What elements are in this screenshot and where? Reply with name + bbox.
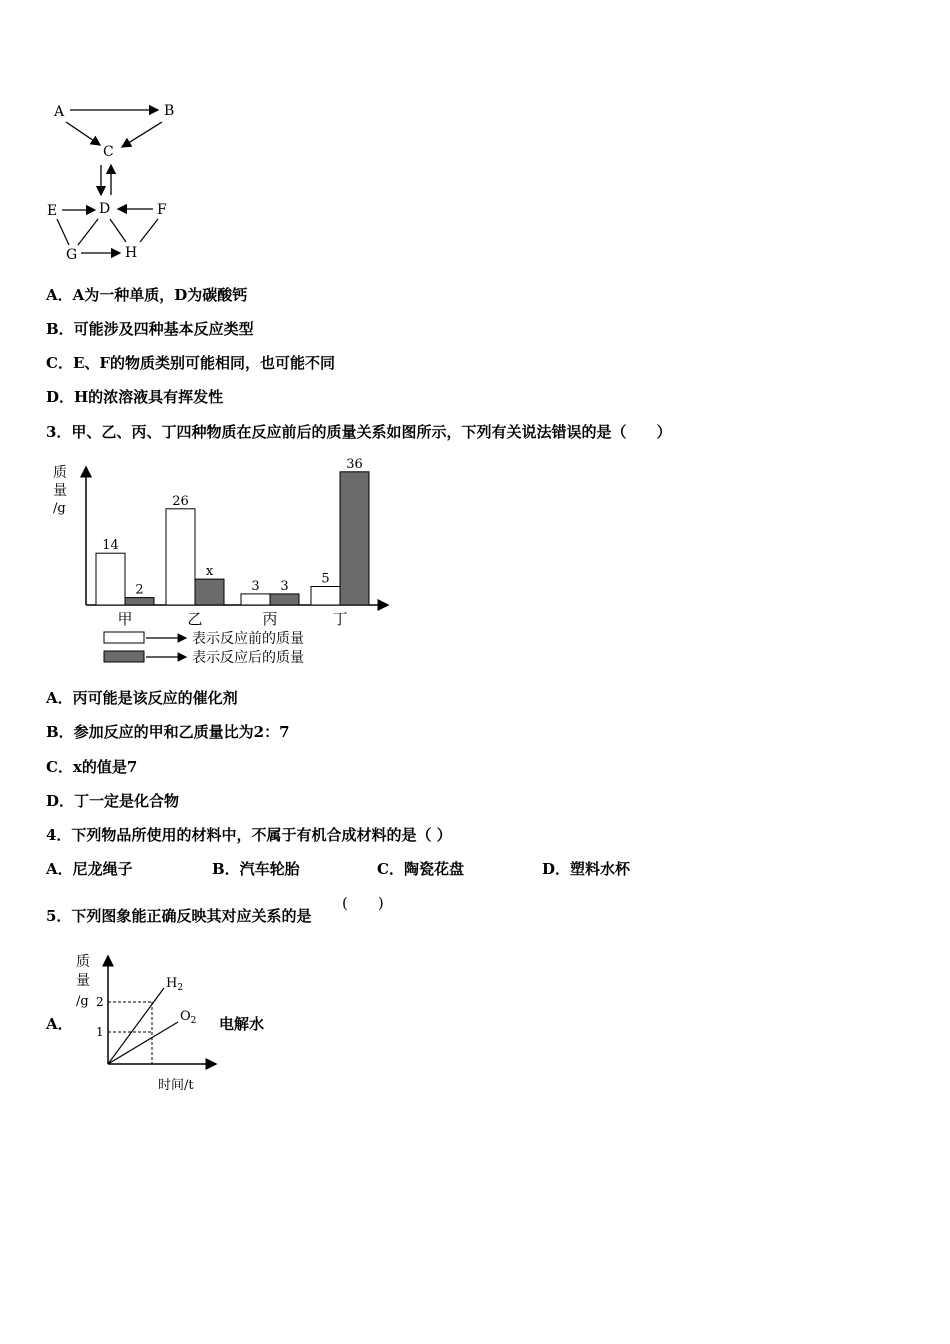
legend-swatch-before: [104, 632, 144, 643]
bar-label-after-2: x: [205, 564, 214, 580]
q2-option-d: D．H的浓溶液具有挥发性: [46, 388, 224, 406]
q3-option-c: C．x的值是7: [46, 758, 138, 776]
series-h2-label: $H_2$: [166, 976, 184, 993]
bar-after-3: [270, 594, 299, 605]
q2-option-c: C．E、F的物质类别可能相同，也可能不同: [46, 354, 336, 372]
node-e: E: [47, 203, 58, 219]
bar-label-before-4: 5: [321, 571, 330, 587]
q5-stem: 5．下列图象能正确反映其对应关系的是: [46, 907, 312, 925]
series-h2-line: [108, 988, 164, 1064]
node-d: D: [99, 201, 111, 217]
legend-label-after: 表示反应后的质量: [192, 650, 304, 666]
q4-option-a: A．尼龙绳子: [46, 860, 133, 878]
node-g: G: [66, 247, 78, 263]
q3-option-a: A．丙可能是该反应的催化剂: [46, 689, 238, 707]
node-f: F: [157, 202, 167, 218]
line-ytick-1: 1: [96, 1025, 104, 1039]
bar-ylabel-2: 量: [53, 483, 67, 499]
bar-after-4: [340, 472, 369, 605]
bar-ylabel-3: /g: [53, 501, 66, 516]
node-b: B: [164, 103, 175, 119]
arrow-b-c: [122, 122, 162, 147]
line-ytick-2: 2: [96, 995, 104, 1009]
q2-option-a: A．A为一种单质，D为碳酸钙: [46, 286, 248, 304]
bar-label-after-4: 36: [346, 456, 363, 472]
q5-option-a-caption: 电解水: [219, 1015, 265, 1033]
line-chart: [72, 950, 222, 1095]
bar-after-1: [125, 598, 154, 605]
bar-label-before-1: 14: [102, 538, 119, 554]
q3-option-d: D．丁一定是化合物: [46, 792, 180, 810]
node-h: H: [125, 245, 138, 261]
q5-paren: ( ): [342, 894, 384, 912]
bar-label-after-1: 2: [135, 582, 144, 598]
flow-diagram: [40, 95, 200, 270]
q4-option-d: D．塑料水杯: [542, 860, 631, 878]
bar-before-1: [96, 553, 125, 605]
line-ylabel-1: 质: [76, 954, 90, 970]
line-f-h: [140, 219, 158, 242]
node-c: C: [103, 144, 114, 160]
line-ylabel-2: 量: [76, 973, 90, 989]
node-a: A: [54, 104, 65, 120]
bar-label-after-3: 3: [280, 578, 289, 594]
bar-chart: [48, 455, 393, 667]
series-o2-line: [108, 1022, 178, 1064]
q3-option-b: B．参加反应的甲和乙质量比为2：7: [46, 723, 290, 741]
bar-category-3: 丙: [262, 610, 278, 628]
line-g-d: [78, 219, 98, 245]
bar-category-4: 丁: [332, 610, 348, 628]
q4-option-c: C．陶瓷花盘: [377, 860, 464, 878]
line-d-h: [110, 219, 126, 242]
bar-before-2: [166, 509, 195, 605]
series-o2-label: $O_2$: [180, 1009, 197, 1026]
line-ylabel-3: /g: [76, 994, 89, 1009]
q4-stem: 4．下列物品所使用的材料中，不属于有机合成材料的是（ ）: [46, 826, 452, 844]
q5-option-a-label: A．: [46, 1015, 73, 1033]
bar-after-2: [195, 579, 224, 605]
arrow-a-c: [66, 122, 100, 145]
bar-ylabel-1: 质: [53, 465, 67, 481]
line-xlabel: 时间/t: [158, 1078, 194, 1093]
line-e-g: [57, 219, 69, 245]
bar-before-3: [241, 594, 270, 605]
legend-label-before: 表示反应前的质量: [192, 631, 304, 647]
bar-category-2: 乙: [187, 610, 203, 628]
bar-before-4: [311, 587, 340, 606]
q3-stem: 3．甲、乙、丙、丁四种物质在反应前后的质量关系如图所示，下列有关说法错误的是（ ）: [46, 423, 672, 441]
bar-label-before-2: 26: [172, 493, 189, 509]
q2-option-b: B．可能涉及四种基本反应类型: [46, 320, 254, 338]
bar-category-1: 甲: [117, 610, 133, 628]
q4-option-b: B．汽车轮胎: [212, 860, 300, 878]
legend-swatch-after: [104, 651, 144, 662]
bar-label-before-3: 3: [251, 578, 260, 594]
